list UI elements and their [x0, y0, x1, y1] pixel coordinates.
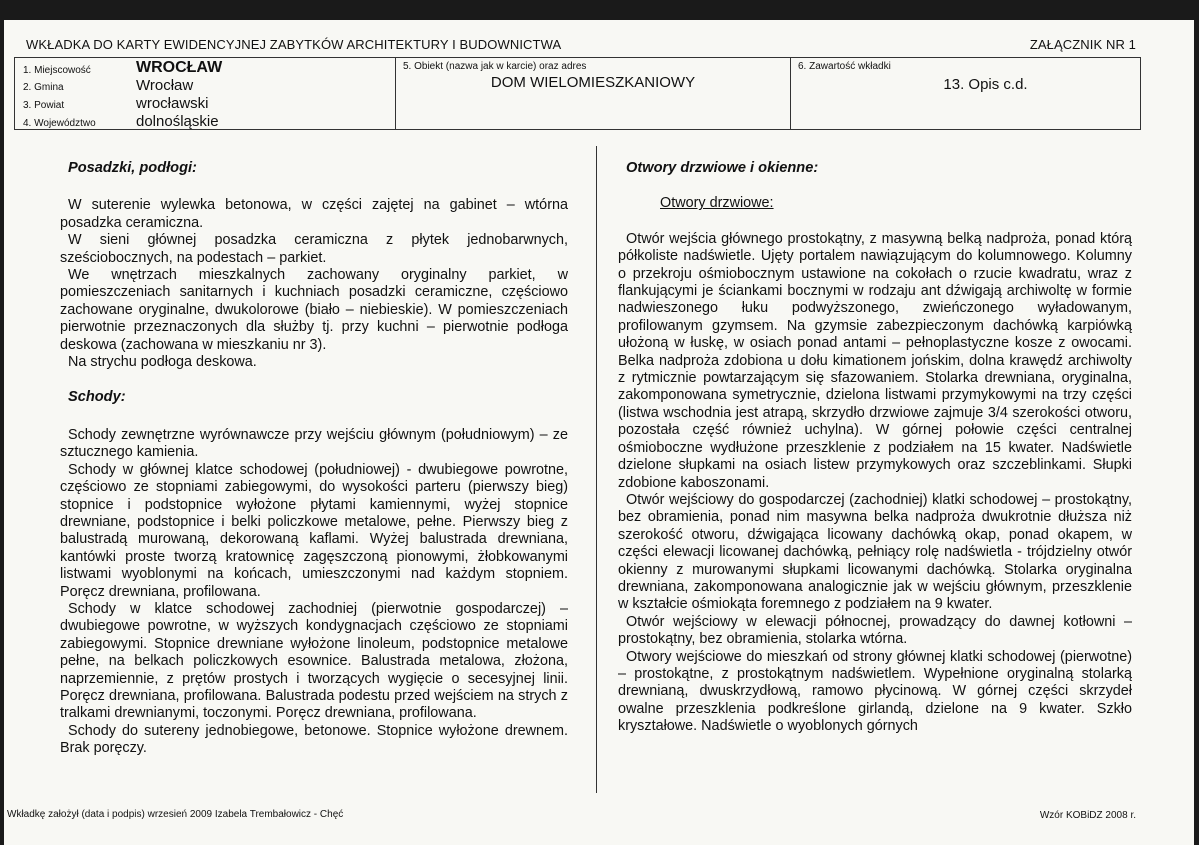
- paragraph: Schody w głównej klatce schodowej (południowej) - dwubiegowe powrotne, częściowo ze stopniami zabiegowymi, do wysokości parteru (pierwszy bieg) stopnice i podstopnice wyłożone płytami kamiennymi, wyżej stopnice drewniane, podstopnice i belki policzkowe metalowe, pełne. Pierwszy bieg z balustradą murowaną, dekorowaną kaflami. Wyżej balustrada drewniana, kantówki proste tworzą kratownicę zagęszczoną pionowymi, żłobkowanymi listwami wyoblonymi na końcach, umieszczonymi nad każdym stopniem. Poręcz drewniana, profilowana.: [60, 461, 568, 600]
- paragraph: We wnętrzach mieszkalnych zachowany oryginalny parkiet, w pomieszczeniach sanitarnych i kuchniach posadzki ceramiczne, częściowo zachowane oryginalne, dwukolorowe (biało – niebieskie). W pomieszczeniach pierwotnie przeznaczonych dla służby tj. przy kuchni – pierwotnie podłoga deskowa (zachowana w mieszkaniu nr 3).: [60, 267, 568, 353]
- left-column: [60, 160, 568, 758]
- paragraph: Otwory wejściowe do mieszkań od strony głównej klatki schodowej (pierwotne) – prostokątne, z prostokątnym nadświetlem. Wypełnione oryginalną stolarką drewnianą, dwuskrzydłową, ramowo płycinową. W górnej części skrzydeł owalne przeszklenia podkreślone girlandą, dzielone na 9 kwater. Szkło kryształowe. Nadświetle o wyoblonych górnych: [618, 648, 1132, 735]
- object-value: DOM WIELOMIESZKANIOWY: [490, 74, 696, 91]
- paragraph: Otwór wejścia głównego prostokątny, z masywną belką nadproża, ponad którą półkoliste nadświetle. Ujęty portalem nawiązującym do kolumnowego. Kolumny o przekroju ośmiobocznym ustawione na cokołach o rzucie kwadratu, wraz z flankującymi je ściankami bocznymi w rodzaju ant dźwigają archiwoltę w formie nadwieszonego łuku podwyższonego, zwieńczonego wyładowanym, profilowanym gzymsem. Na gzymsie zabezpieczonym dachówką karpiówką ułożoną w łuskę, w osiach ponad antami – pełnoplastyczne kosze z owocami. Belka nadproża zdobiona u dołu kimationem jońskim, dolna krawędź archiwolty z rytmicznie powtarzającym się sfazowaniem. Stolarka drewniana, oryginalna, zakomponowana symetrycznie, dzielona listwami przymykowymi na trzy części (listwa wschodnia jest atrapą, skrzydło drzwiowe zajmuje 3/4 szerokości otworu, pozostała część również uchylna). W górnej połowie części centralnej ośmioboczne wydłużone przeszklenie z podziałem na 15 kwater. Nadświetle dzielone słupkami na osiach listew przymykowych oraz szczeblinkami. Słupki zdobione kaboszonami.: [618, 230, 1132, 491]
- paragraph: Schody do sutereny jednobiegowe, betonowe. Stopnice wyłożone drewnem. Brak poręczy.: [60, 722, 568, 757]
- content-label: 6. Zawartość wkładki: [798, 61, 891, 72]
- paragraph: Otwór wejściowy w elewacji północnej, prowadzący do dawnej kotłowni – prostokątny, bez obramienia, stolarka wtórna.: [618, 613, 1132, 648]
- footer-template: Wzór KOBiDZ 2008 r.: [1039, 810, 1136, 821]
- paragraph: Schody w klatce schodowej zachodniej (pierwotnie gospodarczej) – dwubiegowe powrotne, w wyższych kondygnacjach częściowo ze stopniami zabiegowymi. Stopnice drewniane wyłożone linoleum, podstopnice metalowe pełne, na belkach policzkowych esownice. Balustrada metalowa, złożona, naprzemiennie, z prętów prostych i tworzących wygięcie o secesyjnej linii. Poręcz drewniana, profilowana. Balustrada podestu przed wejściem na strych z tralkami drewnianymi, toczonymi. Poręcz drewniana, profilowana.: [60, 600, 568, 722]
- location-row-commune: [23, 77, 393, 94]
- location-value: wrocławski: [136, 95, 209, 112]
- paragraph: Schody zewnętrzne wyrównawcze przy wejściu głównym (południowym) – ze sztucznego kamienia.: [60, 426, 568, 461]
- location-label: 4. Województwo: [23, 118, 96, 129]
- location-label: 2. Gmina: [23, 82, 64, 93]
- object-cell: [396, 58, 791, 129]
- heading-stairs: Schody:: [68, 389, 126, 406]
- location-value: dolnośląskie: [136, 113, 219, 130]
- paragraph: Na strychu podłoga deskowa.: [68, 354, 257, 371]
- footer-author: Wkładkę założył (data i podpis) wrzesień 2009 Izabela Trembałowicz - Chęć: [7, 809, 344, 820]
- location-label: 3. Powiat: [23, 100, 65, 111]
- content-cell: [791, 58, 1140, 129]
- content-value: 13. Opis c.d.: [943, 76, 1028, 93]
- object-label: 5. Obiekt (nazwa jak w karcie) oraz adres: [403, 61, 587, 72]
- subheading-door-openings: Otwory drzwiowe:: [660, 195, 774, 212]
- location-row-county: [23, 95, 393, 112]
- paragraph: W suterenie wylewka betonowa, w części zajętej na gabinet – wtórna posadzka ceramiczna.: [60, 197, 568, 231]
- document-title: WKŁADKA DO KARTY EWIDENCYJNEJ ZABYTKÓW ARCHITEKTURY I BUDOWNICTWA: [26, 37, 562, 52]
- document-sheet: [4, 20, 1194, 845]
- location-value: Wrocław: [136, 77, 194, 94]
- location-label: 1. Miejscowość: [23, 65, 91, 76]
- right-column: [618, 160, 1132, 736]
- heading-openings: Otwory drzwiowe i okienne:: [626, 160, 819, 176]
- paragraph: Otwór wejściowy do gospodarczej (zachodniej) klatki schodowej – prostokątny, bez obramienia, ponad nim masywna belka nadproża dwukrotnie dłuższa niż szerokość otworu, dźwigająca licowany dachówką okap, ponad okapem, w części elewacji licowanej dachówką, pełniący rolę nadświetla - trójdzielny otwór okienny z murowanymi słupkami licowanymi dachówką. Stolarka oryginalna drewniana, zakomponowana analogicznie jak w wejściu głównym, przeszklenie w kształcie ośmiokąta foremnego z podziałem na 9 kwater.: [618, 491, 1132, 613]
- attachment-number: ZAŁĄCZNIK NR 1: [1029, 37, 1136, 52]
- location-value: WROCŁAW: [136, 59, 223, 76]
- location-cell: [15, 58, 396, 129]
- column-divider: [596, 146, 597, 793]
- location-row-voivodeship: [23, 113, 393, 130]
- location-row-town: [23, 60, 393, 77]
- info-box: [14, 57, 1141, 130]
- paragraph: W sieni głównej posadzka ceramiczna z płytek jednobarwnych, sześciobocznych, na podestach – parkiet.: [60, 232, 568, 266]
- heading-floors: Posadzki, podłogi:: [68, 160, 197, 176]
